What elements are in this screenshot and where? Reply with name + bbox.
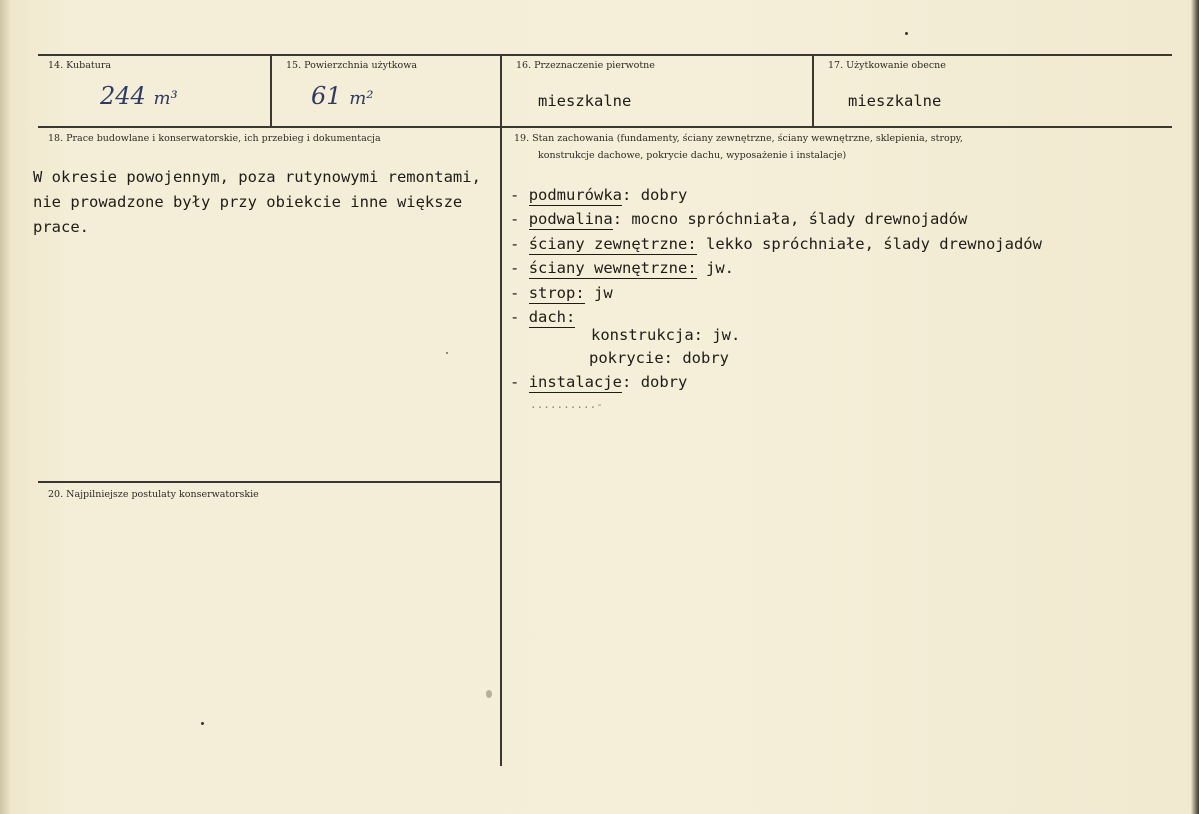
condition-row-foundation: - podmurówka: dobry [510,186,688,204]
field-14-unit: m³ [153,88,178,109]
field-20-label: 20. Najpilniejsze postulaty konserwatorskie [48,489,259,500]
paper-speck [201,722,204,725]
field-18-line-3: prace. [33,218,89,236]
field-15-number: 61 [311,82,342,110]
paper-speck [446,352,448,354]
paper-speck [486,690,492,698]
rule-col1 [270,55,272,127]
field-15-label: 15. Powierzchnia użytkowa [286,60,418,71]
field-14-label: 14. Kubatura [48,60,112,71]
field-14-value [100,82,178,110]
rule-col2 [500,55,502,766]
field-19-label-line-1: 19. Stan zachowania (fundamenty, ściany zewnętrzne, ściany wewnętrzne, sklepienia, stropy, [514,133,963,144]
condition-row-sill: - podwalina: mocno spróchniała, ślady drewnojadów [510,210,968,228]
field-16-label: 16. Przeznaczenie pierwotne [516,60,655,71]
condition-row-ceiling: - strop: jw [510,284,613,302]
condition-row-interior-walls: - ściany wewnętrzne: jw. [510,259,734,277]
page-edge-right [1191,0,1199,814]
rule-col3 [812,55,814,127]
field-15-value [311,82,373,110]
field-17-value: mieszkalne [848,92,942,110]
rule-top [38,54,1172,56]
rule-row2 [38,126,1172,128]
condition-trailing-dots: ..........- [530,398,603,411]
field-14-number: 244 [100,82,146,110]
rule-field20 [38,481,501,483]
paper-speck [905,32,908,35]
condition-row-installations: - instalacje: dobry [510,373,688,391]
field-18-label: 18. Prace budowlane i konserwatorskie, ich przebieg i dokumentacja [48,133,381,144]
condition-row-roof-structure: konstrukcja: jw. [591,326,741,344]
field-18-line-1: W okresie powojennym, poza rutynowymi remontami, [33,168,481,186]
page-edge-left [0,0,10,814]
condition-row-roof: - dach: [510,308,576,326]
field-18-line-2: nie prowadzone były przy obiekcie inne większe [33,193,463,211]
condition-row-exterior-walls: - ściany zewnętrzne: lekko spróchniałe, ślady drewnojadów [510,235,1042,253]
condition-row-roof-covering: pokrycie: dobry [589,349,729,367]
field-15-unit: m² [349,88,374,109]
field-17-label: 17. Użytkowanie obecne [828,60,946,71]
field-19-label-line-2: konstrukcje dachowe, pokrycie dachu, wyposażenie i instalacje) [538,150,847,161]
field-16-value: mieszkalne [538,92,632,110]
